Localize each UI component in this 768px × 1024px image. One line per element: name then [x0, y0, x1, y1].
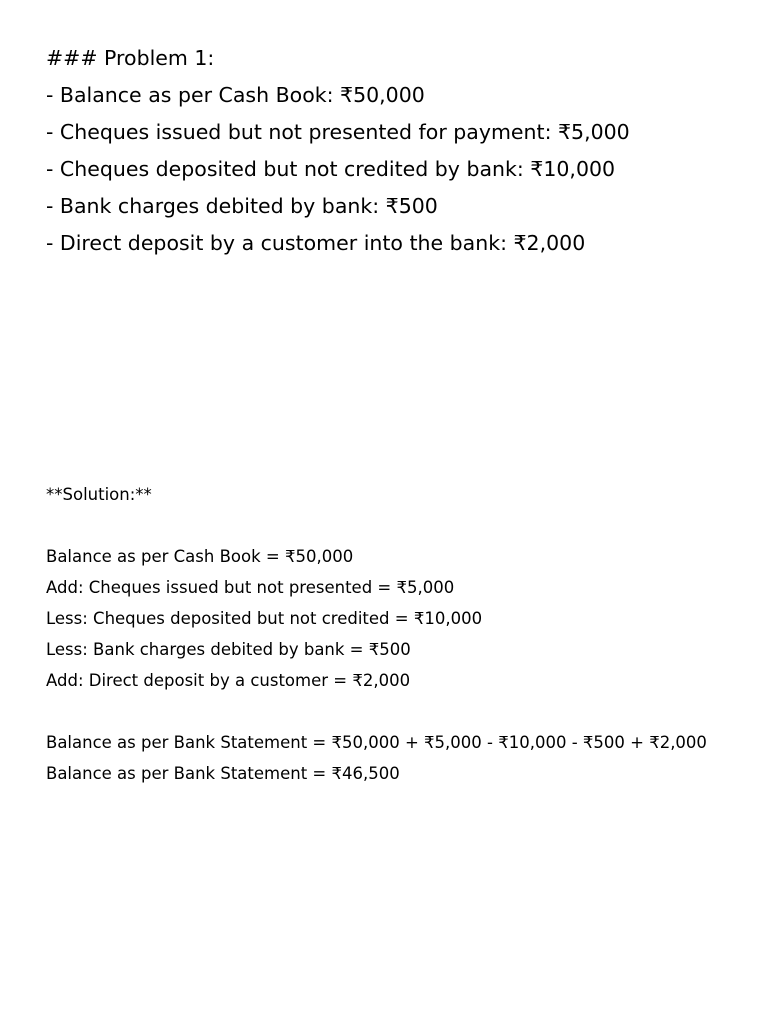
solution-step-less-bank-charges: Less: Bank charges debited by bank = ₹500	[46, 640, 411, 659]
solution-result: Balance as per Bank Statement = ₹46,500	[46, 764, 400, 783]
solution-step-add-cheques-issued: Add: Cheques issued but not presented = ₹5,000	[46, 578, 455, 597]
solution-section	[46, 484, 726, 794]
solution-step-cash-book: Balance as per Cash Book = ₹50,000	[46, 547, 354, 566]
solution-step-add-direct-deposit: Add: Direct deposit by a customer = ₹2,000	[46, 671, 411, 690]
problem-section	[46, 40, 736, 262]
problem-item-bank-charges: - Bank charges debited by bank: ₹500	[46, 194, 438, 218]
solution-step-less-cheques-deposited: Less: Cheques deposited but not credited = ₹10,000	[46, 609, 483, 628]
problem-heading: ### Problem 1:	[46, 46, 215, 70]
solution-calculation: Balance as per Bank Statement = ₹50,000 + ₹5,000 - ₹10,000 - ₹500 + ₹2,000	[46, 733, 707, 752]
problem-item-cheques-issued: - Cheques issued but not presented for payment: ₹5,000	[46, 120, 630, 144]
solution-heading: **Solution:**	[46, 485, 152, 504]
problem-item-direct-deposit: - Direct deposit by a customer into the bank: ₹2,000	[46, 231, 586, 255]
problem-item-cheques-deposited: - Cheques deposited but not credited by bank: ₹10,000	[46, 157, 616, 181]
problem-item-cash-book: - Balance as per Cash Book: ₹50,000	[46, 83, 425, 107]
